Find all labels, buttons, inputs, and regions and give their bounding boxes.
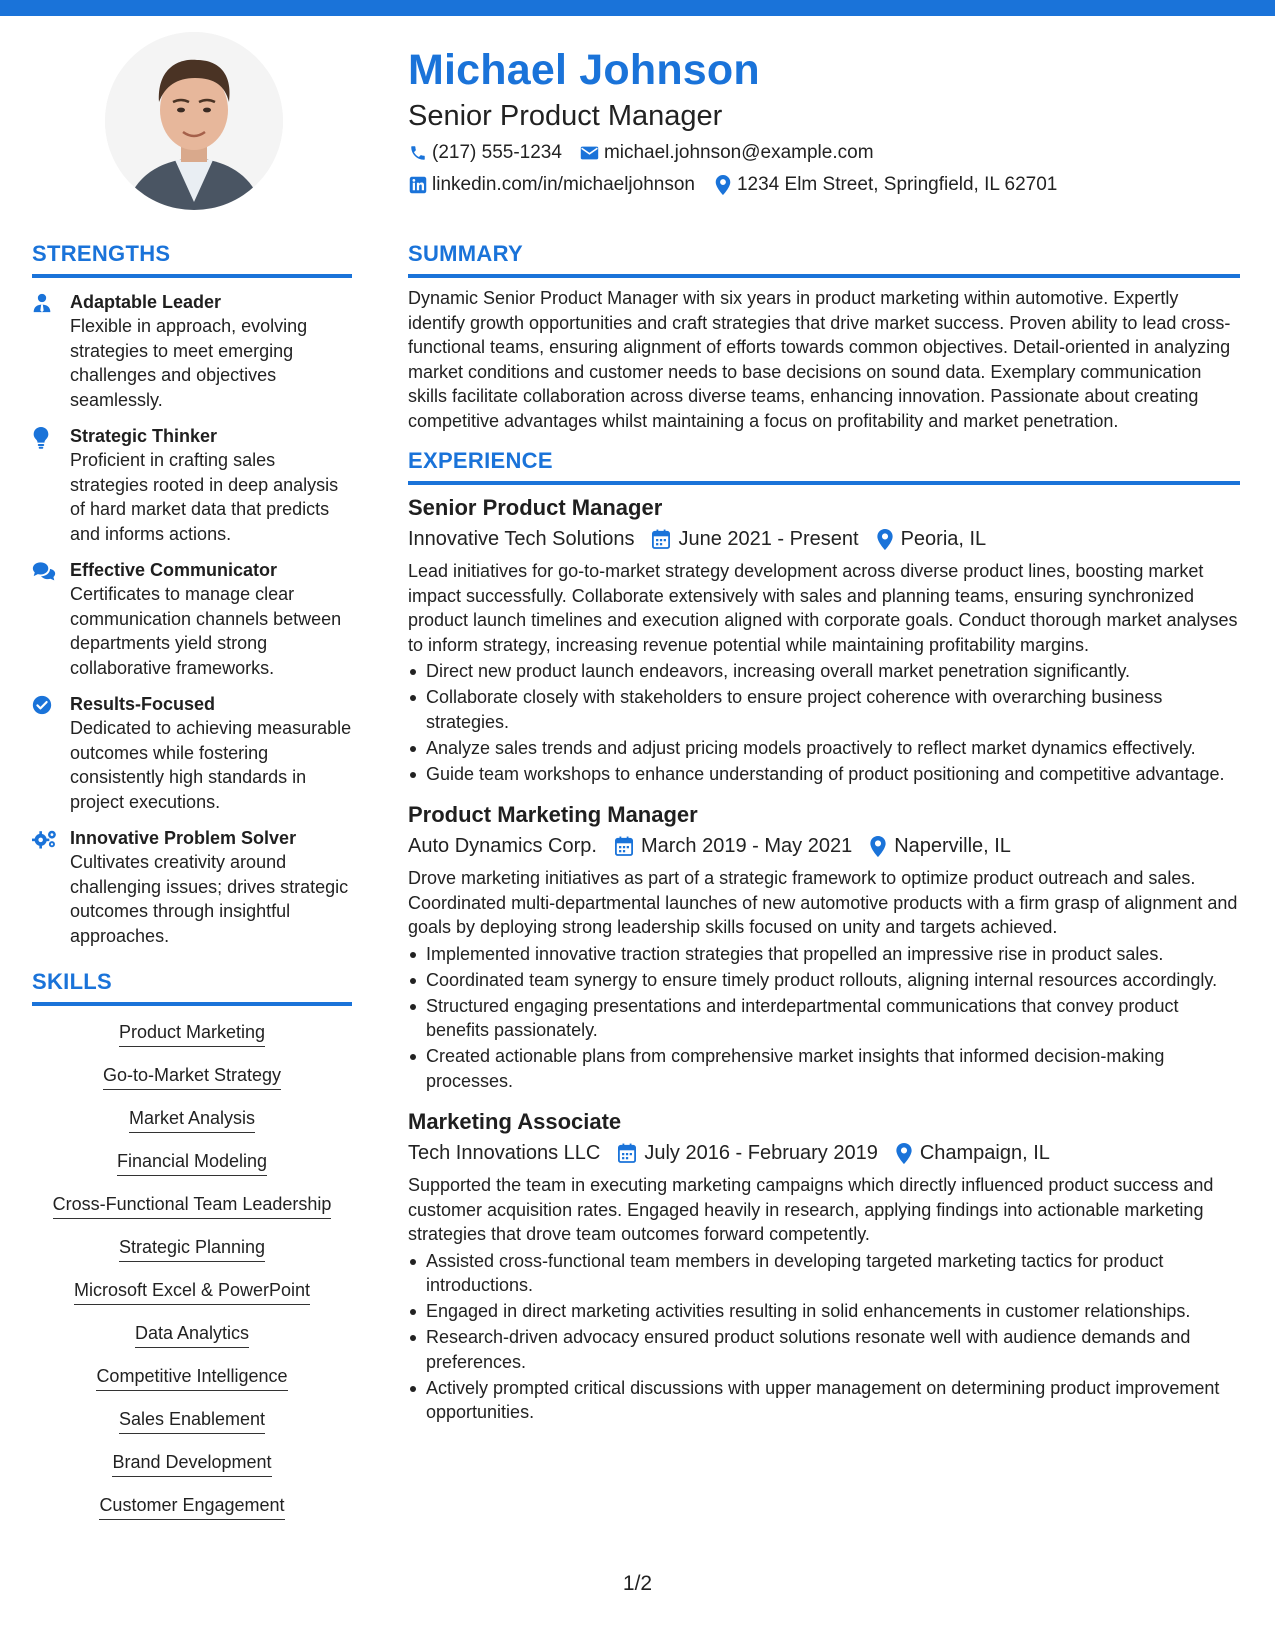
- skill-item: Product Marketing: [119, 1020, 265, 1047]
- map-pin-icon: [713, 175, 733, 195]
- contact-row-1: [408, 140, 1238, 166]
- bullet-item: Implemented innovative traction strategies that propelled an impressive rise in product sales.: [408, 942, 1240, 967]
- lightbulb-icon: [32, 424, 70, 546]
- strength-desc: Flexible in approach, evolving strategies to meet emerging challenges and objectives seamlessly.: [70, 316, 308, 410]
- linkedin-icon: [408, 175, 428, 195]
- address-text: 1234 Elm Street, Springfield, IL 62701: [736, 174, 1058, 195]
- linkedin-contact[interactable]: [408, 172, 695, 198]
- check-circle-icon: [32, 692, 70, 814]
- resume-header: [408, 42, 1238, 198]
- skill-item: Strategic Planning: [119, 1235, 265, 1262]
- job-dates-text: June 2021 - Present: [678, 528, 859, 550]
- skill-item: Customer Engagement: [99, 1493, 284, 1520]
- skill-item: Microsoft Excel & PowerPoint: [74, 1278, 310, 1305]
- bullet-item: Guide team workshops to enhance understanding of product positioning and competitive advantage.: [408, 762, 1240, 787]
- job-title: Marketing Associate: [408, 1109, 622, 1134]
- strength-desc: Cultivates creativity around challenging issues; drives strategic outcomes through insightful approaches.: [70, 852, 349, 946]
- skill-item: Sales Enablement: [119, 1407, 265, 1434]
- skill-item: Competitive Intelligence: [96, 1364, 287, 1391]
- job-title: Senior Product Manager: [408, 495, 663, 520]
- job-description: Drove marketing initiatives as part of a strategic framework to optimize product outreach and sales. Coordinated multi-departmental launches of new automotive products with a firm grasp of alignment and goals by deploying strong leadership skills focused on unity and targets achieved.: [408, 868, 1238, 937]
- job-dates: [652, 525, 858, 553]
- envelope-icon: [580, 143, 600, 163]
- strength-desc: Proficient in crafting sales strategies rooted in deep analysis of hard market data that predicts and informs actions.: [70, 450, 339, 544]
- job-dates-text: March 2019 - May 2021: [640, 835, 853, 857]
- job-dates: [615, 832, 852, 860]
- job-location: [870, 832, 1011, 860]
- bullet-item: Created actionable plans from comprehensive market insights that informed decision-making processes.: [408, 1044, 1240, 1093]
- gears-icon: [32, 826, 70, 948]
- strength-item: [32, 290, 352, 412]
- job-meta: [408, 1139, 1240, 1167]
- job-dates: [618, 1139, 877, 1167]
- job-entry: [408, 1107, 1240, 1425]
- strength-title: Innovative Problem Solver: [70, 828, 297, 848]
- phone-icon: [408, 143, 428, 163]
- job-title: Product Marketing Manager: [408, 802, 698, 827]
- bullet-item: Actively prompted critical discussions with upper management on determining product improvement opportunities.: [408, 1376, 1240, 1425]
- skills-heading: SKILLS: [32, 969, 113, 994]
- skill-item: Market Analysis: [129, 1106, 255, 1133]
- phone-contact[interactable]: [408, 140, 562, 166]
- strength-item: [32, 558, 352, 680]
- bullet-item: Engaged in direct marketing activities resulting in solid enhancements in customer relationships.: [408, 1299, 1240, 1324]
- experience-heading: EXPERIENCE: [408, 448, 553, 473]
- job-meta: [408, 525, 1240, 553]
- strengths-divider: [32, 274, 352, 278]
- candidate-name: Michael Johnson: [408, 46, 760, 94]
- job-dates-text: July 2016 - February 2019: [644, 1142, 878, 1164]
- calendar-icon: [652, 529, 670, 549]
- job-entry: [408, 800, 1240, 1093]
- summary-divider: [408, 274, 1240, 278]
- skill-item: Go-to-Market Strategy: [103, 1063, 281, 1090]
- bullet-item: Structured engaging presentations and interdepartmental communications that convey product benefits passionately.: [408, 994, 1240, 1043]
- candidate-title: Senior Product Manager: [408, 100, 723, 132]
- bullet-item: Collaborate closely with stakeholders to ensure project coherence with overarching business strategies.: [408, 685, 1240, 734]
- skill-item: Financial Modeling: [117, 1149, 267, 1176]
- job-company: Innovative Tech Solutions: [408, 528, 635, 550]
- bullet-item: Research-driven advocacy ensured product solutions resonate well with audience demands and preferences.: [408, 1325, 1240, 1374]
- email-contact[interactable]: [580, 140, 874, 166]
- strengths-heading: STRENGTHS: [32, 241, 171, 266]
- map-pin-icon: [896, 1143, 912, 1164]
- linkedin-text: linkedin.com/in/michaeljohnson: [432, 174, 695, 195]
- strength-title: Adaptable Leader: [70, 292, 222, 312]
- bullet-item: Direct new product launch endeavors, increasing overall market penetration significantly.: [408, 659, 1240, 684]
- job-company: Tech Innovations LLC: [408, 1142, 601, 1164]
- profile-photo: [105, 32, 283, 210]
- job-bullets: [408, 659, 1240, 786]
- summary-heading: SUMMARY: [408, 241, 523, 266]
- strength-item: [32, 826, 352, 948]
- job-description: Supported the team in executing marketing campaigns which directly influenced product success and customer acquisition rates. Engaged heavily in research, applying findings into actionable marketing strategies that drove team outcomes forward competently.: [408, 1175, 1214, 1244]
- strength-desc: Certificates to manage clear communication channels between departments yield strong collaborative frameworks.: [70, 584, 342, 678]
- strength-title: Effective Communicator: [70, 560, 278, 580]
- skill-item: Data Analytics: [135, 1321, 249, 1348]
- skill-item: Cross-Functional Team Leadership: [53, 1192, 332, 1219]
- job-location: [896, 1139, 1050, 1167]
- page-number: 1/2: [622, 1572, 653, 1595]
- job-bullets: [408, 942, 1240, 1094]
- job-location-text: Champaign, IL: [919, 1142, 1050, 1164]
- job-meta: [408, 832, 1240, 860]
- job-entry: [408, 493, 1240, 786]
- job-location: [877, 525, 987, 553]
- calendar-icon: [615, 836, 633, 856]
- strength-item: [32, 424, 352, 546]
- contact-row-2: [408, 172, 1238, 198]
- strength-item: [32, 692, 352, 814]
- job-location-text: Naperville, IL: [894, 835, 1011, 857]
- user-tie-icon: [32, 290, 70, 412]
- comments-icon: [32, 558, 70, 680]
- map-pin-icon: [870, 836, 886, 857]
- job-company: Auto Dynamics Corp.: [408, 835, 597, 857]
- calendar-icon: [618, 1143, 636, 1163]
- left-column: [32, 240, 352, 1536]
- skill-item: Brand Development: [112, 1450, 271, 1477]
- email-text: michael.johnson@example.com: [603, 142, 874, 163]
- bullet-item: Assisted cross-functional team members in developing targeted marketing tactics for product introductions.: [408, 1249, 1240, 1298]
- job-description: Lead initiatives for go-to-market strategy development across diverse product lines, boosting market impact successfully. Collaborate extensively with sales and planning teams, ensuring synchronized product launch timelines and execution aligned with corporate goals. Conduct thorough market analyses to inform strategy, increasing revenue potential while maintaining profitability margins.: [408, 561, 1238, 655]
- summary-text: Dynamic Senior Product Manager with six years in product marketing within automotive. Expertly identify growth opportunities and craft strategies that drive market success. Proven ability to lead cross-functional teams, ensuring alignment of efforts towards common objectives. Detail-oriented in analyzing market conditions and customer needs to base decisions on sound data. Exemplary communication skills facilitate collaboration across diverse teams, enhancing innovation. Passionate about creating competitive advantages whilst maintaining a focus on profitability and market penetration.: [408, 288, 1231, 431]
- skills-divider: [32, 1002, 352, 1006]
- top-accent-bar: [0, 0, 1275, 16]
- experience-divider: [408, 481, 1240, 485]
- job-bullets: [408, 1249, 1240, 1425]
- bullet-item: Coordinated team synergy to ensure timely product rollouts, aligning internal resources accordingly.: [408, 968, 1240, 993]
- skills-list: [32, 1020, 352, 1536]
- job-location-text: Peoria, IL: [900, 528, 987, 550]
- phone-text: (217) 555-1234: [432, 142, 562, 163]
- address-contact: [713, 172, 1057, 198]
- right-column: [408, 240, 1240, 1426]
- strength-title: Results-Focused: [70, 694, 216, 714]
- map-pin-icon: [877, 529, 893, 550]
- bullet-item: Analyze sales trends and adjust pricing models proactively to reflect market dynamics effectively.: [408, 736, 1240, 761]
- strength-title: Strategic Thinker: [70, 426, 218, 446]
- strength-desc: Dedicated to achieving measurable outcomes while fostering consistently high standards in project executions.: [70, 718, 352, 812]
